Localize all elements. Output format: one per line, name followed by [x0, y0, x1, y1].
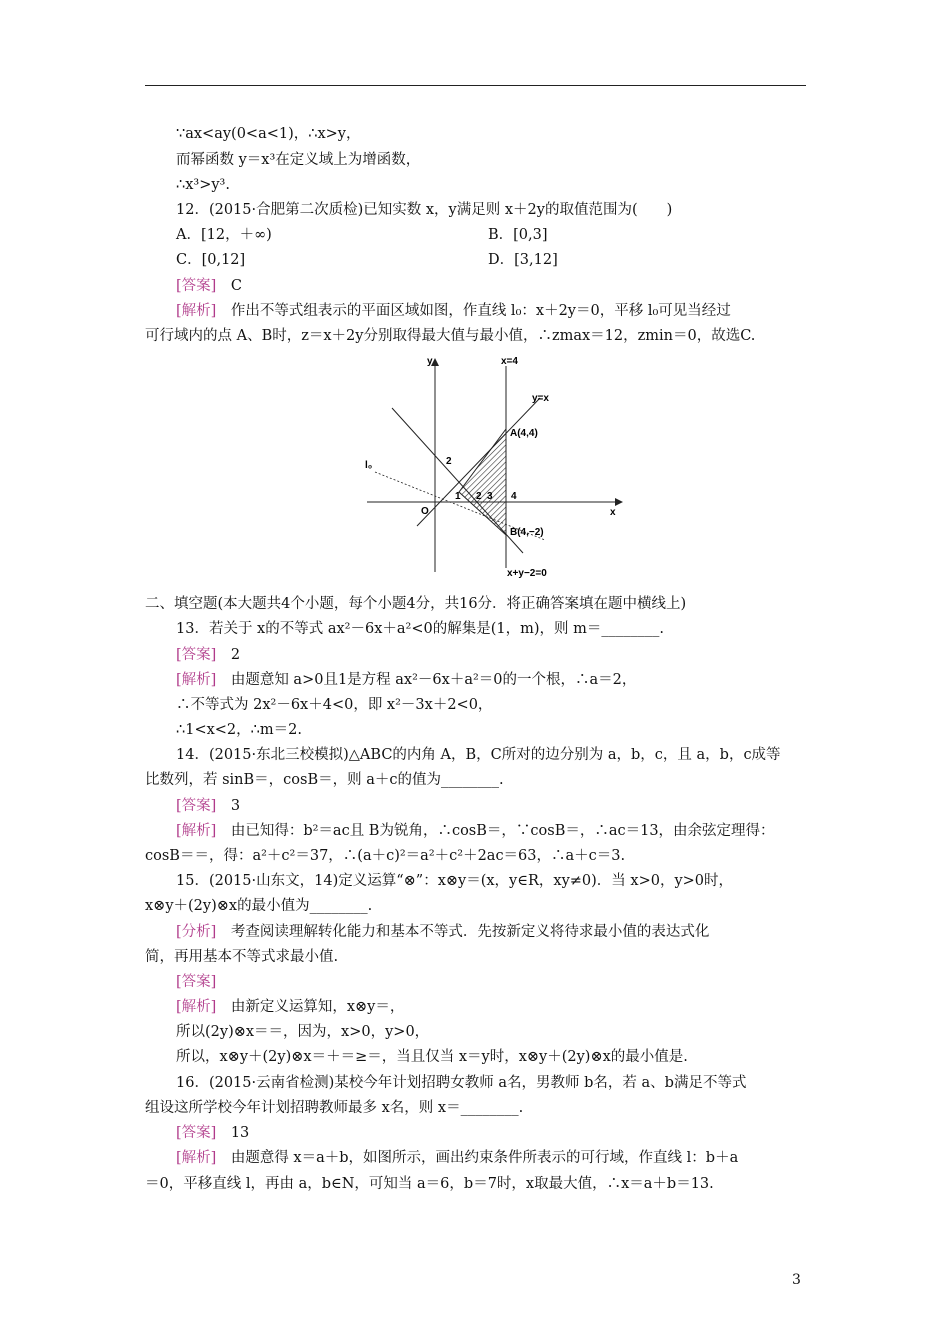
- origin-label: O: [421, 506, 429, 517]
- answer-value: 3: [230, 798, 241, 814]
- text-line: ∴不等式为 2x²－6x＋4<0，即 x²－3x＋2<0，: [176, 697, 493, 713]
- text-line: ∴x³>y³.: [176, 177, 230, 193]
- section-heading: 二、填空题(本大题共4个小题，每个小题4分，共16分．将正确答案填在题中横线上): [145, 596, 687, 612]
- header-rule: [145, 85, 806, 86]
- tick-label: 2: [446, 456, 452, 467]
- analysis-text: 考查阅读理解转化能力和基本不等式．先按新定义将待求最小值的表达式化: [230, 924, 710, 940]
- text-line: 简，再用基本不等式求最小值.: [145, 949, 339, 965]
- analysis-line: [176, 922, 709, 942]
- option-a: A．[12，＋∞): [176, 227, 272, 243]
- text-line: cosB＝＝，得：a²＋c²＝37，∴(a＋c)²＝a²＋c²＋2ac＝63，∴a＋c＝3.: [145, 848, 626, 864]
- text-line: ＝0，平移直线 l，再由 a，b∈N，可知当 a＝6，b＝7时，x取最大值，∴x＝a＋b＝13.: [145, 1176, 714, 1192]
- answer-line: [176, 796, 240, 816]
- tick-label: 2: [476, 491, 482, 502]
- line-x4-label: x=4: [501, 356, 518, 367]
- analysis-text: 由题意得 x＝a＋b，如图所示，画出约束条件所表示的可行域，作直线 l：b＋a: [230, 1150, 739, 1166]
- analysis-text: 由已知得：b²＝ac且 B为锐角，∴cosB＝，∵cosB＝，∴ac＝13，由余弦定理得：: [230, 823, 775, 839]
- analysis-text: 作出不等式组表示的平面区域如图，作直线 l₀：x＋2y＝0，平移 l₀可见当经过: [230, 303, 731, 319]
- feasible-region-figure: [355, 352, 635, 582]
- answer-line: [176, 1123, 249, 1143]
- x-axis-label: x: [610, 507, 616, 518]
- question-14: 14．(2015·东北三校模拟)△ABC的内角 A，B，C所对的边分别为 a，b，c，且 a，b，c成等: [176, 747, 781, 763]
- question-13: 13．若关于 x的不等式 ax²－6x＋a²<0的解集是(1，m)，则 m＝________.: [176, 621, 664, 637]
- text-line: x⊗y＋(2y)⊗x的最小值为________.: [145, 898, 373, 914]
- tick-label: 3: [487, 491, 493, 502]
- point-b-label: B(4,−2): [510, 527, 544, 538]
- analysis-tag: [解析]: [176, 823, 217, 839]
- analysis-line: [176, 301, 731, 321]
- text-line: ∵ax<ay(0<a<1)，∴x>y，: [176, 126, 361, 142]
- answer-value: 2: [230, 647, 241, 663]
- answer-tag: [答案]: [176, 798, 217, 814]
- line-l0-label: l₀: [365, 460, 373, 471]
- text-line: 所以，x⊗y＋(2y)⊗x＝＋＝≥＝，当且仅当 x＝y时，x⊗y＋(2y)⊗x的最小值是.: [176, 1049, 688, 1065]
- analysis-tag: [解析]: [176, 1150, 217, 1166]
- x-axis-arrow: [615, 498, 623, 506]
- page-number: 3: [792, 1272, 801, 1288]
- analysis-text: 由题意知 a>0且1是方程 ax²－6x＋a²＝0的一个根，∴a＝2，: [230, 672, 637, 688]
- option-c: C．[0,12]: [176, 252, 246, 268]
- analysis-tag: [解析]: [176, 672, 217, 688]
- analysis-tag: [分析]: [176, 924, 217, 940]
- answer-line: [176, 972, 216, 992]
- analysis-line: [176, 670, 636, 690]
- text-line: 所以(2y)⊗x＝＝，因为，x>0，y>0，: [176, 1024, 430, 1040]
- line-yx-label: y=x: [532, 393, 549, 404]
- answer-tag: [答案]: [176, 278, 217, 294]
- tick-label: 4: [511, 491, 517, 502]
- option-d: D．[3,12]: [488, 252, 558, 268]
- text-line: 组设这所学校今年计划招聘教师最多 x名，则 x＝________.: [145, 1100, 524, 1116]
- tick-label: 1: [455, 491, 461, 502]
- analysis-line: [176, 821, 775, 841]
- text-line: 比数列，若 sinB＝，cosB＝，则 a＋c的值为________.: [145, 772, 504, 788]
- answer-tag: [答案]: [176, 974, 217, 990]
- analysis-tag: [解析]: [176, 303, 217, 319]
- answer-tag: [答案]: [176, 647, 217, 663]
- point-a-label: A(4,4): [510, 428, 538, 439]
- answer-tag: [答案]: [176, 1125, 217, 1141]
- y-axis-label: y: [427, 356, 433, 367]
- text-line: ∴1<x<2，∴m＝2.: [176, 722, 302, 738]
- question-16: 16．(2015·云南省检测)某校今年计划招聘女教师 a名，男教师 b名，若 a、b满足不等式: [176, 1075, 747, 1091]
- text-line: 而幂函数 y＝x³在定义域上为增函数，: [176, 152, 421, 168]
- analysis-line: [176, 997, 404, 1017]
- answer-value: C: [230, 278, 242, 294]
- option-b: B．[0,3]: [488, 227, 548, 243]
- answer-value: 13: [230, 1125, 250, 1141]
- question-15: 15．(2015·山东文，14)定义运算“⊗”：x⊗y＝(x，y∈R，xy≠0)．当 x>0，y>0时，: [176, 873, 734, 889]
- analysis-text: 由新定义运算知，x⊗y＝，: [230, 999, 405, 1015]
- answer-line: [176, 276, 242, 296]
- shaded-region: [459, 429, 506, 535]
- answer-line: [176, 645, 240, 665]
- line-xy2-label: x+y−2=0: [507, 568, 547, 579]
- question-12: 12．(2015·合肥第二次质检)已知实数 x，y满足则 x＋2y的取值范围为( ): [176, 202, 673, 218]
- analysis-tag: [解析]: [176, 999, 217, 1015]
- analysis-line: [176, 1148, 738, 1168]
- text-line: 可行域内的点 A、B时，z＝x＋2y分别取得最大值与最小值，∴zmax＝12，zmin＝0，故选C.: [145, 328, 756, 344]
